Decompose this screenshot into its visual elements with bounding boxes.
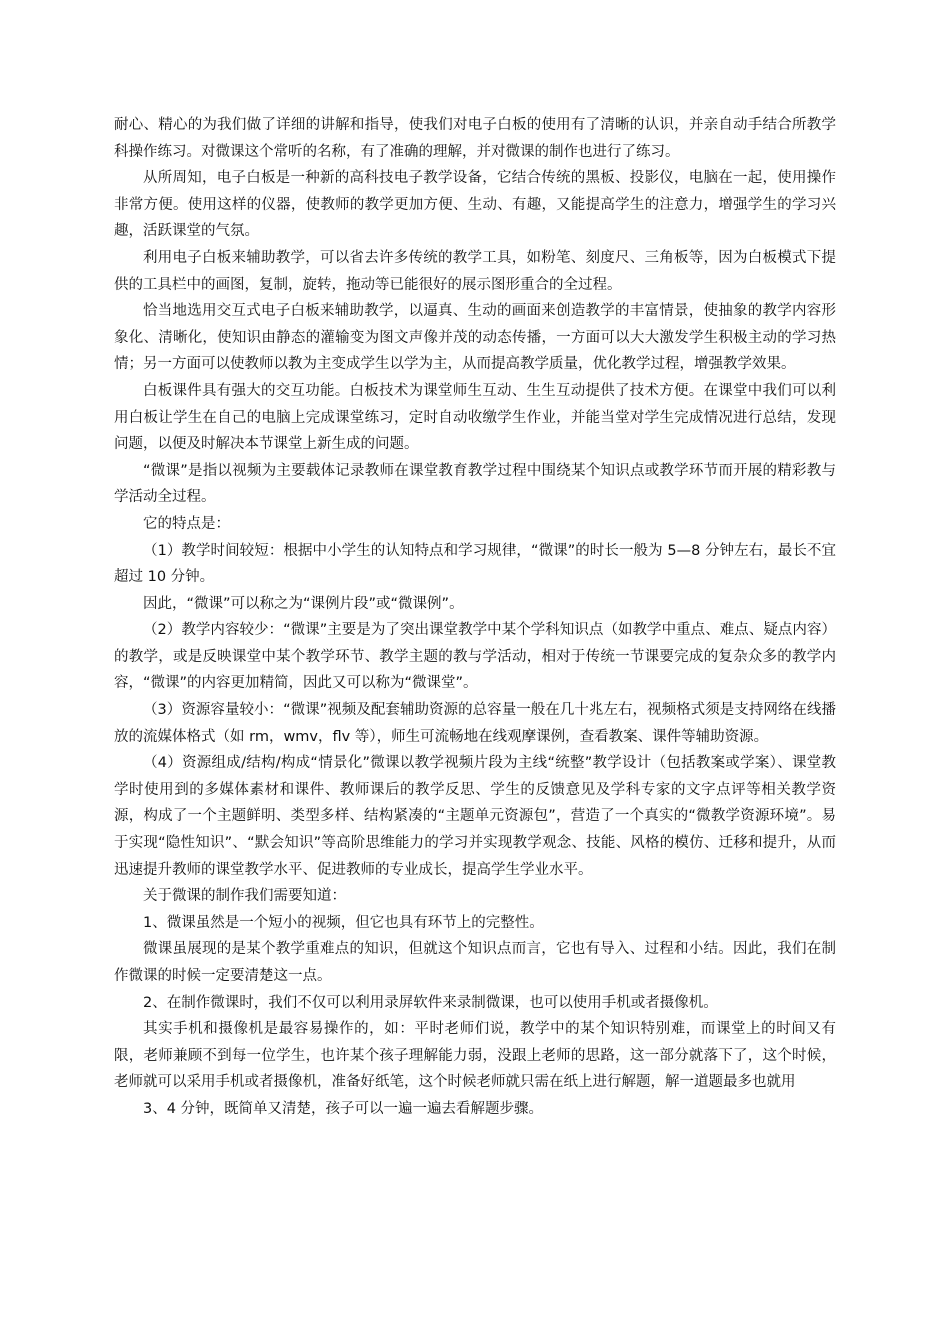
list-item: （4）资源组成/结构/构成“情景化”微课以教学视频片段为主线“统整”教学设计（包括教案或学案）、课堂教学时使用到的多媒体素材和课件、教师课后的教学反思、学生的反馈意见及学科专家的文字点评等相关教学资源，构成了一个主题鲜明、类型多样、结构紧凑的“主题单元资源包”，营造了一个真实的“微教学资源环境”。易于实现“隐性知识”、“默会知识”等高阶思维能力的学习并实现教学观念、技能、风格的模仿、迁移和提升，从而迅速提升教师的课堂教学水平、促进教师的专业成长，提高学生学业水平。 <box>114 755 836 878</box>
paragraph: 从所周知，电子白板是一种新的高科技电子教学设备，它结合传统的黑板、投影仪，电脑在一起，使用操作非常方便。使用这样的仪器，使教师的教学更加方便、生动、有趣，又能提高学生的注意力，增强学生的学习兴趣，活跃课堂的气氛。 <box>114 170 836 240</box>
paragraph: 它的特点是： <box>143 515 230 532</box>
paragraph: 耐心、精心的为我们做了详细的讲解和指导，使我们对电子白板的使用有了清晰的认识，并亲自动手结合所教学科操作练习。对微课这个常听的名称，有了准确的理解，并对微课的制作也进行了练习。 <box>114 117 836 160</box>
list-item: 3、4 分钟，既简单又清楚，孩子可以一遍一遍去看解题步骤。 <box>143 1100 544 1117</box>
list-item: 1、微课虽然是一个短小的视频，但它也具有环节上的完整性。 <box>143 914 544 931</box>
paragraph: 微课虽展现的是某个教学重难点的知识，但就这个知识点而言，它也有导入、过程和小结。因此，我们在制作微课的时候一定要清楚这一点。 <box>114 941 836 984</box>
paragraph: 因此，“微课”可以称之为“课例片段”或“微课例”。 <box>143 595 464 612</box>
paragraph: “微课”是指以视频为主要载体记录教师在课堂教育教学过程中围绕某个知识点或教学环节而开展的精彩教与学活动全过程。 <box>114 462 836 506</box>
list-item: （1）教学时间较短：根据中小学生的认知特点和学习规律，“微课”的时长一般为 5—8 分钟左右，最长不宜超过 10 分钟。 <box>114 542 836 586</box>
paragraph: 利用电子白板来辅助教学，可以省去许多传统的教学工具，如粉笔、刻度尺、三角板等，因为白板模式下提供的工具栏中的画图，复制，旋转，拖动等已能很好的展示图形重合的全过程。 <box>114 249 836 293</box>
list-item: （3）资源容量较小：“微课”视频及配套辅助资源的总容量一般在几十兆左右，视频格式须是支持网络在线播放的流媒体格式（如 rm，wmv，flv 等），师生可流畅地在线观摩课例，查看教案、课件等辅助资源。 <box>114 702 836 745</box>
paragraph: 白板课件具有强大的交互功能。白板技术为课堂师生互动、生生互动提供了技术方便。在课堂中我们可以利用白板让学生在自己的电脑上完成课堂练习，定时自动收缴学生作业，并能当堂对学生完成情况进行总结，发现问题，以便及时解决本节课堂上新生成的问题。 <box>114 382 836 453</box>
document-body <box>114 112 836 1123</box>
list-item: 2、在制作微课时，我们不仅可以利用录屏软件来录制微课，也可以使用手机或者摄像机。 <box>143 994 718 1011</box>
paragraph: 恰当地选用交互式电子白板来辅助教学，以逼真、生动的画面来创造教学的丰富情景，使抽象的教学内容形象化、清晰化，使知识由静态的灌输变为图文声像并茂的动态传播，一方面可以大大激发学生积极主动的学习热情；另一方面可以使教师以教为主变成学生以学为主，从而提高教学质量，优化教学过程，增强教学效果。 <box>114 303 836 373</box>
paragraph: 其实手机和摄像机是最容易操作的，如：平时老师们说，教学中的某个知识特别难，而课堂上的时间又有限，老师兼顾不到每一位学生，也许某个孩子理解能力弱，没跟上老师的思路，这一部分就落下了，这个时候，老师就可以采用手机或者摄像机，准备好纸笔，这个时候老师就只需在纸上进行解题，解一道题最多也就用 <box>114 1021 836 1091</box>
paragraph: 关于微课的制作我们需要知道： <box>143 888 346 905</box>
list-item: （2）教学内容较少：“微课”主要是为了突出课堂教学中某个学科知识点（如教学中重点、难点、疑点内容）的教学，或是反映课堂中某个教学环节、教学主题的教与学活动，相对于传统一节课要完成的复杂众多的教学内容，“微课”的内容更加精简，因此又可以称为“微课堂”。 <box>114 622 836 692</box>
